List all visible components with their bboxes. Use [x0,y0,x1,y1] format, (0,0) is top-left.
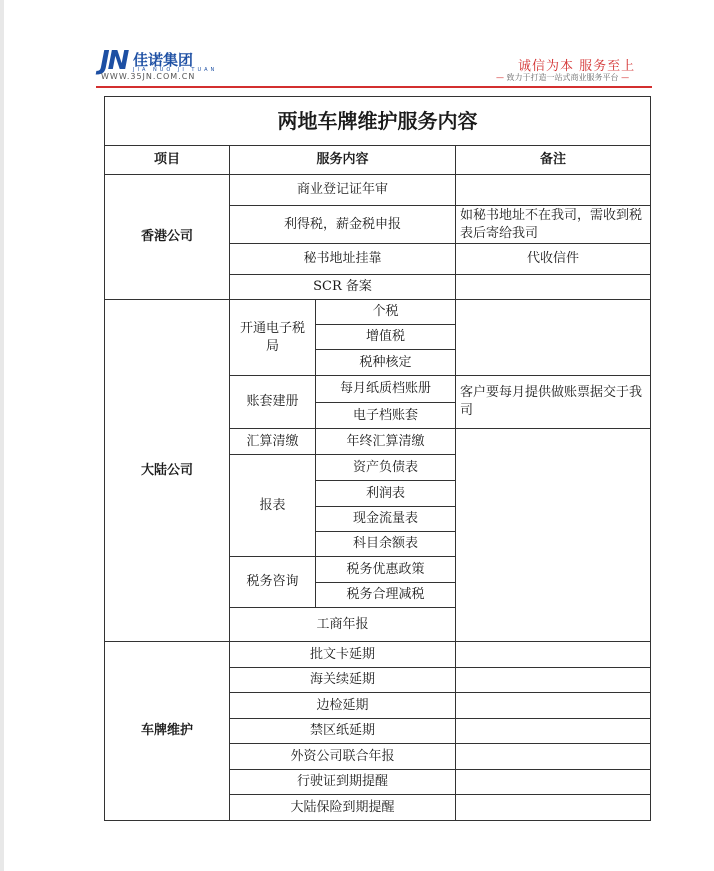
note-cell [456,175,651,206]
service-item: 增值税 [316,325,456,350]
note-cell [456,300,651,376]
note-cell [456,668,651,693]
note-cell [456,795,651,821]
service-cell: 外资公司联合年报 [230,744,456,770]
note-cell: 代收信件 [456,244,651,275]
service-cell: SCR 备案 [230,275,456,300]
service-item: 电子档账套 [316,403,456,429]
note-cell [456,770,651,795]
service-cell: 商业登记证年审 [230,175,456,206]
note-cell [456,719,651,744]
service-item: 年终汇算清缴 [316,429,456,455]
header-project: 项目 [105,146,230,175]
note-cell: 客户要每月提供做账票据交于我司 [456,376,651,429]
logo-text: 佳诺集团 [133,51,194,69]
note-cell [456,642,651,668]
category-hk: 香港公司 [105,175,230,300]
header-divider [96,86,652,88]
slogan: 诚信为本 服务至上 [518,59,636,74]
service-cell: 行驶证到期提醒 [230,770,456,795]
service-cell: 禁区纸延期 [230,719,456,744]
header-service: 服务内容 [230,146,456,175]
logo-pinyin: JIA NUO JI TUAN [133,67,218,73]
service-item: 税种核定 [316,350,456,376]
service-cell: 大陆保险到期提醒 [230,795,456,821]
service-item: 税务合理减税 [316,583,456,608]
service-cell: 边检延期 [230,693,456,719]
logo-mark: JN [100,46,128,76]
page-edge [0,0,4,871]
service-item: 个税 [316,300,456,325]
service-cell: 利得税，薪金税申报 [230,206,456,244]
service-item: 资产负债表 [316,455,456,481]
group-label: 税务咨询 [230,557,316,608]
service-item: 科目余额表 [316,532,456,557]
note-cell [456,275,651,300]
service-item: 利润表 [316,481,456,507]
service-cell: 工商年报 [230,608,456,642]
tagline-row: — 致力于打造一站式商业服务平台 — [496,73,630,82]
header-note: 备注 [456,146,651,175]
group-label: 账套建册 [230,376,316,429]
group-label: 报表 [230,455,316,557]
note-cell [456,744,651,770]
service-cell: 海关续延期 [230,668,456,693]
note-cell: 如秘书地址不在我司，需收到税表后寄给我司 [456,206,651,244]
service-item: 税务优惠政策 [316,557,456,583]
service-item: 每月纸质档账册 [316,376,456,403]
service-item: 现金流量表 [316,507,456,532]
website-url: WWW.35JN.COM.CN [101,72,196,81]
group-label: 汇算清缴 [230,429,316,455]
service-table [104,96,651,821]
table-title: 两地车牌维护服务内容 [105,97,651,146]
note-cell [456,429,651,642]
category-plate: 车牌维护 [105,642,230,821]
service-cell: 秘书地址挂靠 [230,244,456,275]
tagline: 致力于打造一站式商业服务平台 [506,73,619,82]
group-label: 开通电子税局 [230,300,316,376]
note-cell [456,693,651,719]
service-cell: 批文卡延期 [230,642,456,668]
category-mainland: 大陆公司 [105,300,230,642]
